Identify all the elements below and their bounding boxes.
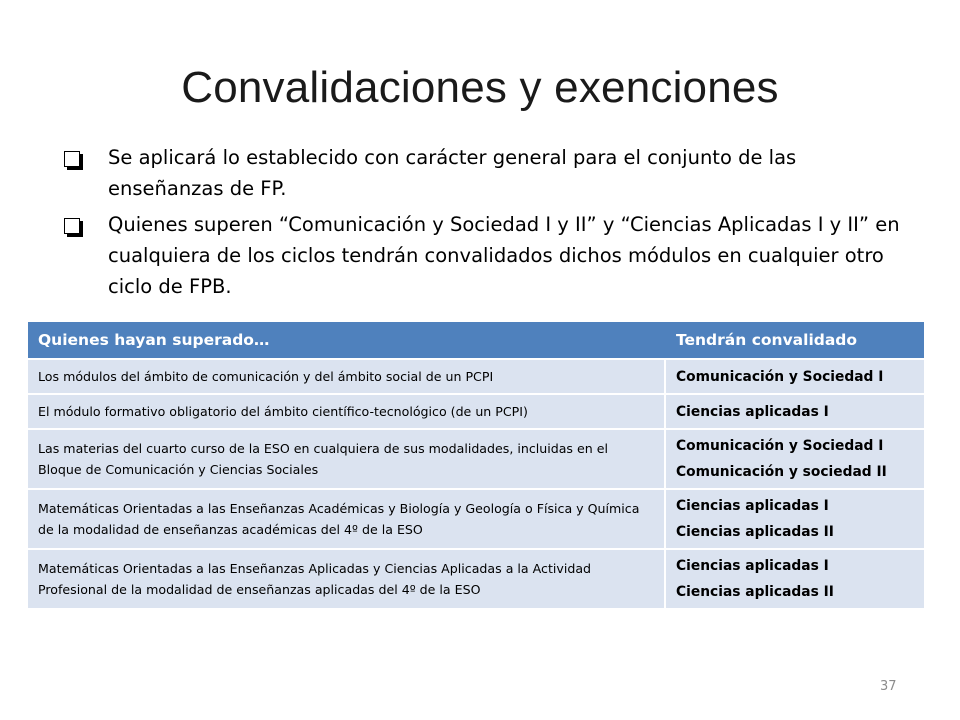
table-cell-superado: Los módulos del ámbito de comunicación y del ámbito social de un PCPI (28, 360, 666, 393)
page-number: 37 (880, 679, 897, 694)
table-row (28, 550, 924, 608)
bullet-list (60, 142, 900, 307)
table-cell-convalidado (666, 550, 924, 608)
convalidado-line: Comunicación y Sociedad I (676, 438, 884, 454)
table-cell-convalidado (666, 430, 924, 488)
convalidado-line: Ciencias aplicadas I (676, 498, 829, 514)
bullet-item (60, 209, 900, 302)
table-row (28, 360, 924, 393)
convalidado-line: Ciencias aplicadas II (676, 524, 834, 540)
table-cell-convalidado (666, 395, 924, 428)
convalidado-line: Ciencias aplicadas II (676, 584, 834, 600)
table-row (28, 395, 924, 428)
table-cell-superado: Las materias del cuarto curso de la ESO en cualquiera de sus modalidades, incluidas en el Bloque de Comunicación y Ciencias Sociales (28, 430, 666, 488)
bullet-item (60, 142, 900, 204)
convalidado-line: Comunicación y sociedad II (676, 464, 887, 480)
bullet-text: Quienes superen “Comunicación y Sociedad I y II” y “Ciencias Aplicadas I y II” en cualquiera de los ciclos tendrán convalidados dichos módulos en cualquier otro ciclo de FPB. (108, 213, 900, 298)
table-cell-convalidado (666, 360, 924, 393)
header-cell-superado: Quienes hayan superado… (28, 322, 666, 358)
table-header-row (28, 322, 924, 358)
slide-title: Convalidaciones y exenciones (181, 63, 779, 112)
convalidado-line: Comunicación y Sociedad I (676, 368, 884, 385)
convalidado-line: Ciencias aplicadas I (676, 558, 829, 574)
table-row (28, 490, 924, 548)
convalidado-line: Ciencias aplicadas I (676, 403, 829, 420)
convalidation-table (28, 320, 924, 610)
checkbox-bullet-icon (64, 218, 80, 234)
table-cell-superado: Matemáticas Orientadas a las Enseñanzas Aplicadas y Ciencias Aplicadas a la Actividad Profesional de la modalidad de enseñanzas aplicadas del 4º de la ESO (28, 550, 666, 608)
table-cell-superado: Matemáticas Orientadas a las Enseñanzas Académicas y Biología y Geología o Física y Química de la modalidad de enseñanzas académicas del 4º de la ESO (28, 490, 666, 548)
table-cell-convalidado (666, 490, 924, 548)
bullet-text: Se aplicará lo establecido con carácter general para el conjunto de las enseñanzas de FP. (108, 146, 797, 200)
checkbox-bullet-icon (64, 151, 80, 167)
table-row (28, 430, 924, 488)
header-cell-convalidado: Tendrán convalidado (666, 322, 924, 358)
table-cell-superado: El módulo formativo obligatorio del ámbito científico-tecnológico (de un PCPI) (28, 395, 666, 428)
